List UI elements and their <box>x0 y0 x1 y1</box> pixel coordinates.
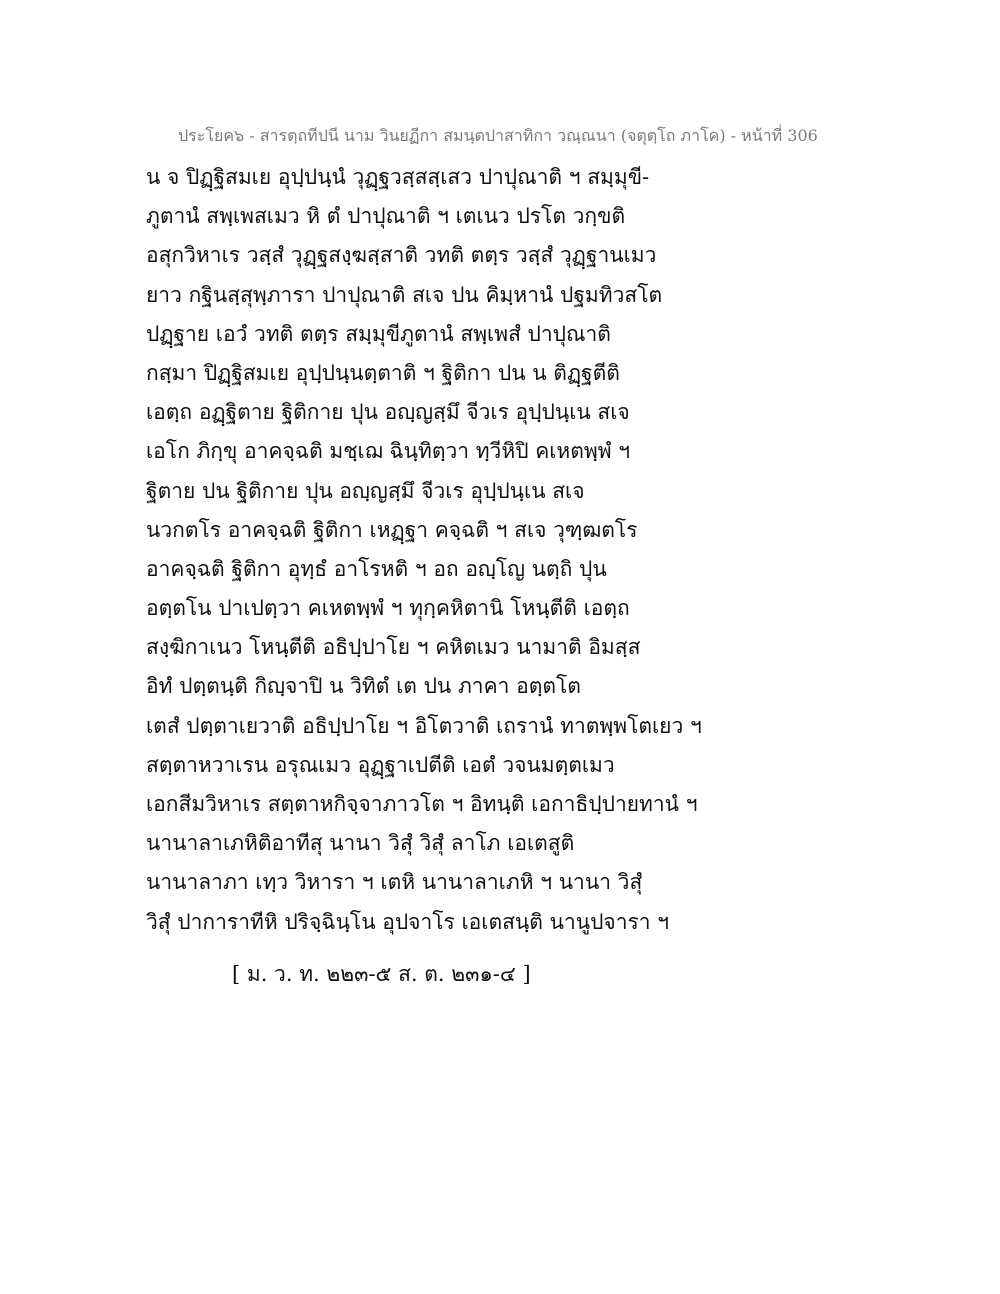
text-line: เอตฺถ อฏฺฐิตาย ฐิติกาย ปุน อญฺญสฺมึ จีวเร อุปฺปนฺเน สเจ <box>146 400 630 425</box>
source-reference: [ ม. ว. ท. ๒๒๓-๕ ส. ต. ๒๓๑-๔ ] <box>232 962 531 986</box>
text-line: ยาว กฐินสฺสุพฺภารา ปาปุณาติ สเจ ปน คิมฺหานํ ปฐมทิวสโต <box>146 282 663 307</box>
text-line: เตสํ ปตฺตาเยวาติ อธิปฺปาโย ฯ อิโตวาติ เถรานํ ทาตพฺพโตเยว ฯ <box>146 713 702 738</box>
text-line: สงฺฆิกาเนว โหนฺตีติ อธิปฺปาโย ฯ คหิตเมว นามาติ อิมสฺส <box>146 635 641 660</box>
running-header: ประโยค๖ - สารตฺถทีปนี นาม วินยฏีกา สมนฺตปาสาทิกา วณฺณนา (จตุตฺโถ ภาโค) - หน้าที่ 306 <box>178 126 818 145</box>
text-line: สตฺตาหวาเรน อรุณเมว อุฏฺฐาเปตีติ เอตํ วจนมตฺตเมว <box>146 752 615 777</box>
text-line: อิทํ ปตฺตนฺติ กิญฺจาปิ น วิทิตํ เต ปน ภาคา อตฺตโต <box>146 674 581 699</box>
text-line: อตฺตโน ปาเปตฺวา คเหตพฺพํ ฯ ทุกฺคหิตานิ โหนฺตีติ เอตฺถ <box>146 596 630 621</box>
text-line: นวกตโร อาคจฺฉติ ฐิติกา เหฏฺฐา คจฺฉติ ฯ สเจ วุฑฺฒตโร <box>146 517 638 542</box>
body-text <box>146 158 706 942</box>
text-line: กสฺมา ปิฏฺฐิสมเย อุปฺปนฺนตฺตาติ ฯ ฐิติกา ปน น ติฏฺฐตีติ <box>146 360 620 385</box>
text-line: อสุกวิหาเร วสฺสํ วุฏฺฐสงฺฆสฺสาติ วทติ ตตฺร วสฺสํ วุฏฺฐานเมว <box>146 243 657 268</box>
text-line: นานาลาภา เทฺว วิหารา ฯ เตหิ นานาลาเภหิ ฯ นานา วิสุํ <box>146 870 643 895</box>
text-line: อาคจฺฉติ ฐิติกา อุทฺธํ อาโรหติ ฯ อถ อญฺโญ นตฺถิ ปุน <box>146 556 607 581</box>
text-line: เอโก ภิกฺขุ อาคจฺฉติ มชฺเฌ ฉินฺทิตฺวา ทฺวีหิปิ คเหตพฺพํ ฯ <box>146 439 631 464</box>
text-line: น จ ปิฏฺฐิสมเย อุปฺปนฺนํ วุฏฺฐวสฺสสฺเสว ปาปุณาติ ฯ สมฺมุขี- <box>146 165 650 189</box>
text-line: ภูตานํ สพฺเพสเมว หิ ตํ ปาปุณาติ ฯ เตเนว ปรโต วกฺขติ <box>146 204 626 229</box>
text-line: วิสุํ ปาการาทีหิ ปริจฺฉินฺโน อุปจาโร เอเตสนฺติ นานูปจารา ฯ <box>146 909 670 934</box>
text-line: ปฏฺฐาย เอวํ วทติ ตตฺร สมฺมุขีภูตานํ สพฺเพสํ ปาปุณาติ <box>146 321 611 346</box>
text-line: ฐิตาย ปน ฐิติกาย ปุน อญฺญสฺมึ จีวเร อุปฺปนฺเน สเจ <box>146 478 585 503</box>
text-line: เอกสีมวิหาเร สตฺตาหกิจฺจาภาวโต ฯ อิทนฺติ เอกาธิปฺปายทานํ ฯ <box>146 792 698 816</box>
text-line: นานาลาเภหิติอาทีสุ นานา วิสุํ วิสุํ ลาโภ เอเตสูติ <box>146 831 575 856</box>
